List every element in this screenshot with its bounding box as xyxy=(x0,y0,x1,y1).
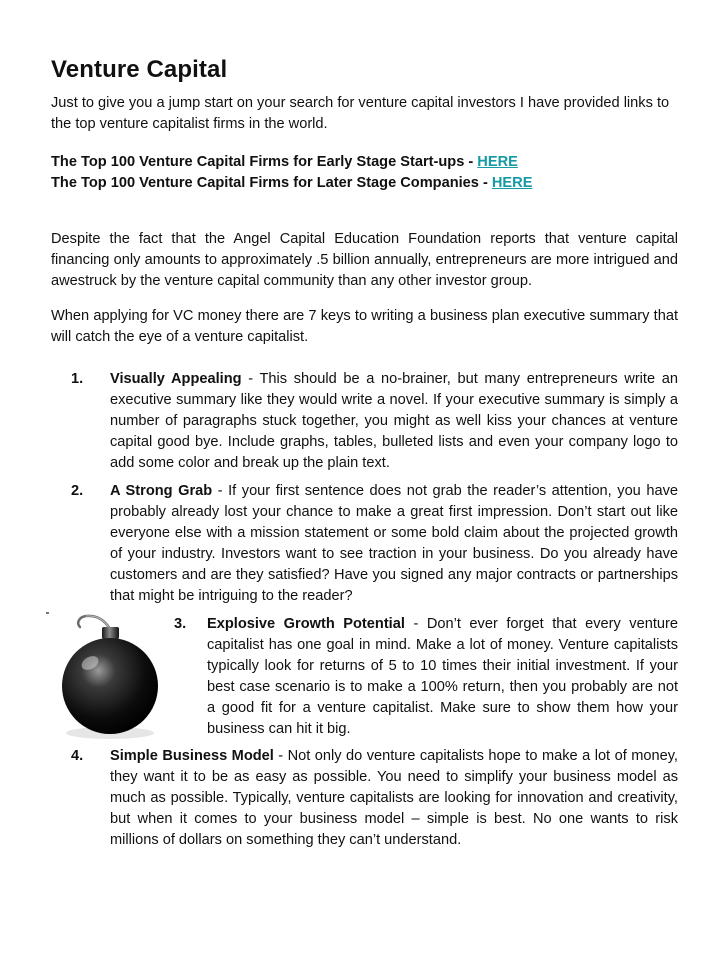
angel-capital-paragraph: Despite the fact that the Angel Capital Education Foundation reports that venture capital financing only amounts to approximately .5 billion annually, entrepreneurs are more intrigued and awestruck by the venture capital community than any other investor group. xyxy=(51,231,678,289)
list-item-number: 3. xyxy=(174,616,187,632)
bomb-image xyxy=(46,605,168,743)
list-item-text: - If your first sentence does not grab the reader’s attention, you have probably already lost your chance to make a great first impression. Don’t start out like everyone else with a mission statement or some bold claim about the projected growth of your industry. Investors want to see traction in your business. Do you already have customers and are they satisfied? Have you signed any major contracts or partnerships that might be intriguing to the reader? xyxy=(110,483,678,604)
list-item-body xyxy=(110,481,678,607)
list-item-title: Simple Business Model xyxy=(110,748,274,764)
vc-keys-paragraph: When applying for VC money there are 7 keys to writing a business plan executive summary that will catch the eye of a venture capitalist. xyxy=(51,308,678,345)
later-stage-link-row xyxy=(51,173,678,194)
list-item-number: 1. xyxy=(71,371,84,387)
list-item-number: 2. xyxy=(71,483,84,499)
list-item-title: A Strong Grab xyxy=(110,483,213,499)
early-stage-label: The Top 100 Venture Capital Firms for Early Stage Start-ups - xyxy=(51,154,478,170)
list-item-body xyxy=(110,746,678,851)
early-stage-link-row xyxy=(51,152,678,173)
list-item-body xyxy=(110,369,678,474)
list-item-title: Explosive Growth Potential xyxy=(207,616,405,632)
list-item-text: - This should be a no-brainer, but many entrepreneurs write an executive summary like they would write a novel. If your executive summary is simply a number of paragraphs stuck together, you might as well kiss your chances at venture capital good bye. Include graphs, tables, bulleted lists and even your company logo to add some color and break up the plain text. xyxy=(110,371,678,471)
later-stage-here-link[interactable]: HERE xyxy=(491,175,533,191)
later-stage-label: The Top 100 Venture Capital Firms for Later Stage Companies - xyxy=(51,175,492,191)
early-stage-here-link[interactable]: HERE xyxy=(477,154,518,170)
intro-paragraph: Just to give you a jump start on your search for venture capital investors I have provided links to the top venture capitalist firms in the world. xyxy=(51,95,670,132)
page-title: Venture Capital xyxy=(51,56,228,83)
list-item-title: Visually Appealing xyxy=(110,371,242,387)
list-item-body xyxy=(207,614,678,740)
list-item-text: - Don’t ever forget that every venture capitalist has one goal in mind. Make a lot of money. Venture capitalists typically look for returns of 5 to 10 times their initial investment. If your best case scenario is to make a 100% return, then you probably are not a good fit for a venture capitalist. Make sure to show them how your business can hit it big. xyxy=(207,616,678,737)
list-item-text: - Not only do venture capitalists hope to make a lot of money, they want it to be as easy as possible. You need to simplify your business model as much as possible. Typically, venture capitalists are looking for innovation and creativity, but when it comes to your business model – simple is best. No one wants to risk millions of dollars on something they can’t understand. xyxy=(110,748,678,848)
list-item-number: 4. xyxy=(71,748,84,764)
firm-links xyxy=(51,152,678,194)
